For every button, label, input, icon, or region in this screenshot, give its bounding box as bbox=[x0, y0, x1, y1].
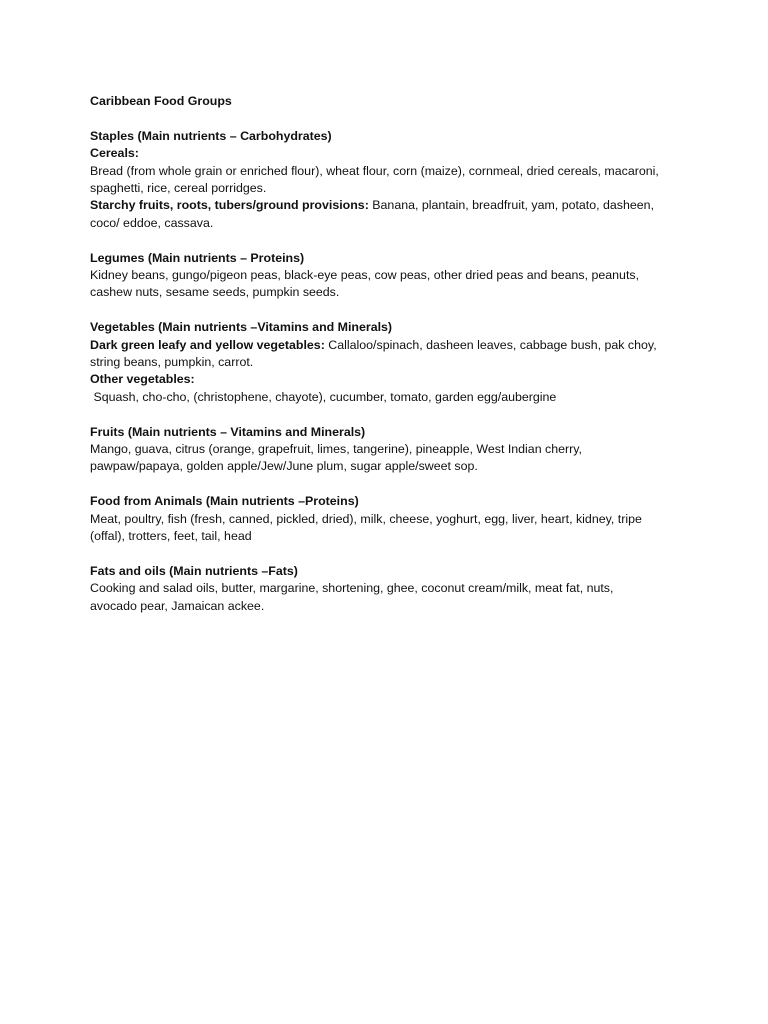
fats-heading: Fats and oils (Main nutrients –Fats) bbox=[90, 563, 298, 578]
section-fruits bbox=[90, 424, 690, 476]
starchy-text-line2: coco/ eddoe, cassava. bbox=[90, 215, 214, 230]
other-vegetables-label: Other vegetables: bbox=[90, 372, 195, 387]
cereals-text-line1: Bread (from whole grain or enriched flour), wheat flour, corn (maize), cornmeal, dried cereals, macaroni, bbox=[90, 163, 659, 178]
section-fats bbox=[90, 563, 690, 615]
legumes-text-line2: cashew nuts, sesame seeds, pumpkin seeds. bbox=[90, 285, 340, 300]
cereals-text-line2: spaghetti, rice, cereal porridges. bbox=[90, 181, 267, 196]
cereals-label: Cereals: bbox=[90, 146, 139, 161]
fats-text-line2: avocado pear, Jamaican ackee. bbox=[90, 598, 265, 613]
section-legumes bbox=[90, 250, 690, 302]
other-vegetables-text: Squash, cho-cho, (christophene, chayote), cucumber, tomato, garden egg/aubergine bbox=[90, 389, 557, 404]
section-animals bbox=[90, 493, 690, 545]
starchy-text-line1: Banana, plantain, breadfruit, yam, potato, dasheen, bbox=[368, 198, 655, 213]
section-vegetables bbox=[90, 319, 690, 406]
dark-green-text-line1: Callaloo/spinach, dasheen leaves, cabbage bush, pak choy, bbox=[324, 337, 657, 352]
document-title: Caribbean Food Groups bbox=[90, 94, 232, 108]
fats-text-line1: Cooking and salad oils, butter, margarine, shortening, ghee, coconut cream/milk, meat fat, nuts, bbox=[90, 581, 614, 596]
animals-text-line1: Meat, poultry, fish (fresh, canned, pickled, dried), milk, cheese, yoghurt, egg, liver, heart, kidney, tripe bbox=[90, 511, 642, 526]
dark-green-line bbox=[90, 337, 690, 354]
document-page bbox=[90, 93, 690, 632]
animals-heading: Food from Animals (Main nutrients –Proteins) bbox=[90, 494, 359, 509]
vegetables-heading: Vegetables (Main nutrients –Vitamins and Minerals) bbox=[90, 320, 393, 335]
fruits-text-line2: pawpaw/papaya, golden apple/Jew/June plum, sugar apple/sweet sop. bbox=[90, 459, 478, 474]
section-staples bbox=[90, 128, 690, 232]
starchy-label: Starchy fruits, roots, tubers/ground provisions: bbox=[90, 198, 369, 213]
dark-green-label: Dark green leafy and yellow vegetables: bbox=[90, 337, 325, 352]
fruits-text-line1: Mango, guava, citrus (orange, grapefruit, limes, tangerine), pineapple, West Indian cherry, bbox=[90, 442, 582, 457]
staples-heading: Staples (Main nutrients – Carbohydrates) bbox=[90, 128, 332, 143]
animals-text-line2: (offal), trotters, feet, tail, head bbox=[90, 529, 252, 544]
dark-green-text-line2: string beans, pumpkin, carrot. bbox=[90, 355, 254, 370]
legumes-text-line1: Kidney beans, gungo/pigeon peas, black-eye peas, cow peas, other dried peas and beans, peanuts, bbox=[90, 268, 640, 283]
legumes-heading: Legumes (Main nutrients – Proteins) bbox=[90, 250, 305, 265]
fruits-heading: Fruits (Main nutrients – Vitamins and Minerals) bbox=[90, 424, 366, 439]
starchy-line bbox=[90, 197, 690, 214]
